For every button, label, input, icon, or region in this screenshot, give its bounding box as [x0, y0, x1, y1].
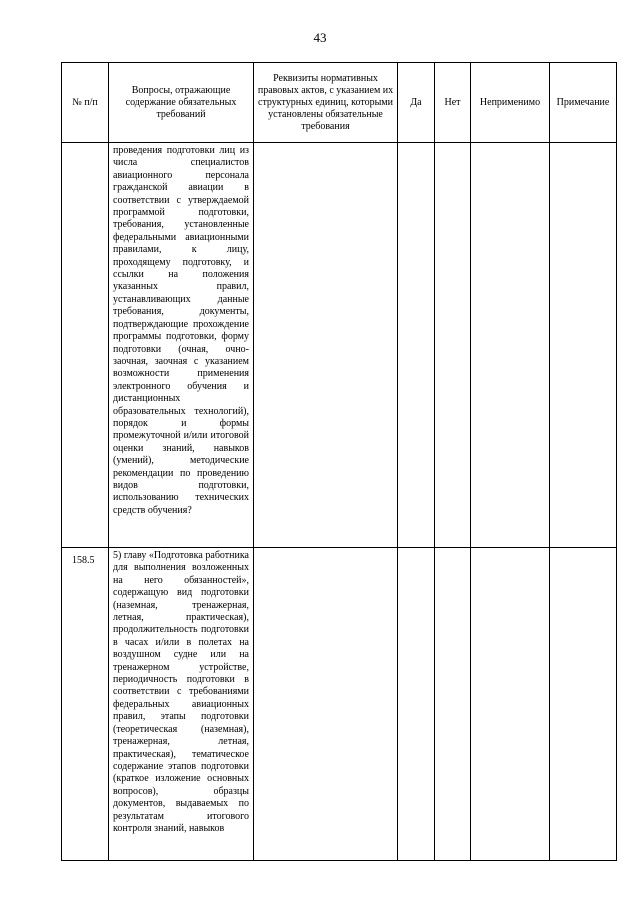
requisites-cell: [254, 143, 398, 548]
header-questions: Вопросы, отражающие содержание обязательных требований: [109, 63, 254, 143]
table-row: [62, 143, 617, 548]
table-row: [62, 548, 617, 861]
header-note: Примечание: [550, 63, 617, 143]
header-num: № п/п: [62, 63, 109, 143]
table-header-row: [62, 63, 617, 143]
header-not-applicable: Неприменимо: [471, 63, 550, 143]
requisites-cell: [254, 548, 398, 861]
page-number: 43: [313, 30, 327, 45]
header-requisites: Реквизиты нормативных правовых актов, с указанием их структурных единиц, которыми установлены обязательные требования: [254, 63, 398, 143]
yes-cell: [398, 548, 435, 861]
question-text: проведения подготовки лиц из числа специалистов авиационного персонала гражданской авиации в соответствии с утверждаемой программой подготовки, требования, установленные федеральными авиационными правилами, к лицу, проходящему подготовку, и ссылки на положения указанных правил, устанавливающих данные требования, документы, подтверждающие прохождение программы подготовки, форму подготовки (очная, очно-заочная, заочная с указанием возможности применения электронного обучения и дистанционных образовательных технологий), порядок и формы промежуточной и/или итоговой оценки знаний, навыков (умений), методические рекомендации по проведению видов подготовки, использованию технических средств обучения?: [113, 145, 249, 516]
requirements-table: [61, 62, 617, 861]
no-cell: [435, 548, 471, 861]
question-cell: [109, 143, 254, 548]
question-cell: [109, 548, 254, 861]
note-cell: [550, 548, 617, 861]
yes-cell: [398, 143, 435, 548]
header-no: Нет: [435, 63, 471, 143]
row-number: 158.5: [62, 548, 109, 861]
question-text: 5) главу «Подготовка работника для выполнения возложенных на него обязанностей», содержащую вид подготовки (наземная, тренажерная, летная, практическая), продолжительность подготовки в часах и/или в полетах на воздушном судне или на тренажерном устройстве, периодичность подготовки в соответствии с требованиями федеральных авиационных правил, этапы подготовки (теоретическая (наземная), тренажерная, летная, практическая), тематическое содержание этапов подготовки (краткое изложение основных вопросов), образцы документов, выдаваемых по результатам итогового контроля знаний, навыков: [113, 550, 249, 834]
no-cell: [435, 143, 471, 548]
note-cell: [550, 143, 617, 548]
not-applicable-cell: [471, 143, 550, 548]
not-applicable-cell: [471, 548, 550, 861]
header-yes: Да: [398, 63, 435, 143]
row-number: [62, 143, 109, 548]
